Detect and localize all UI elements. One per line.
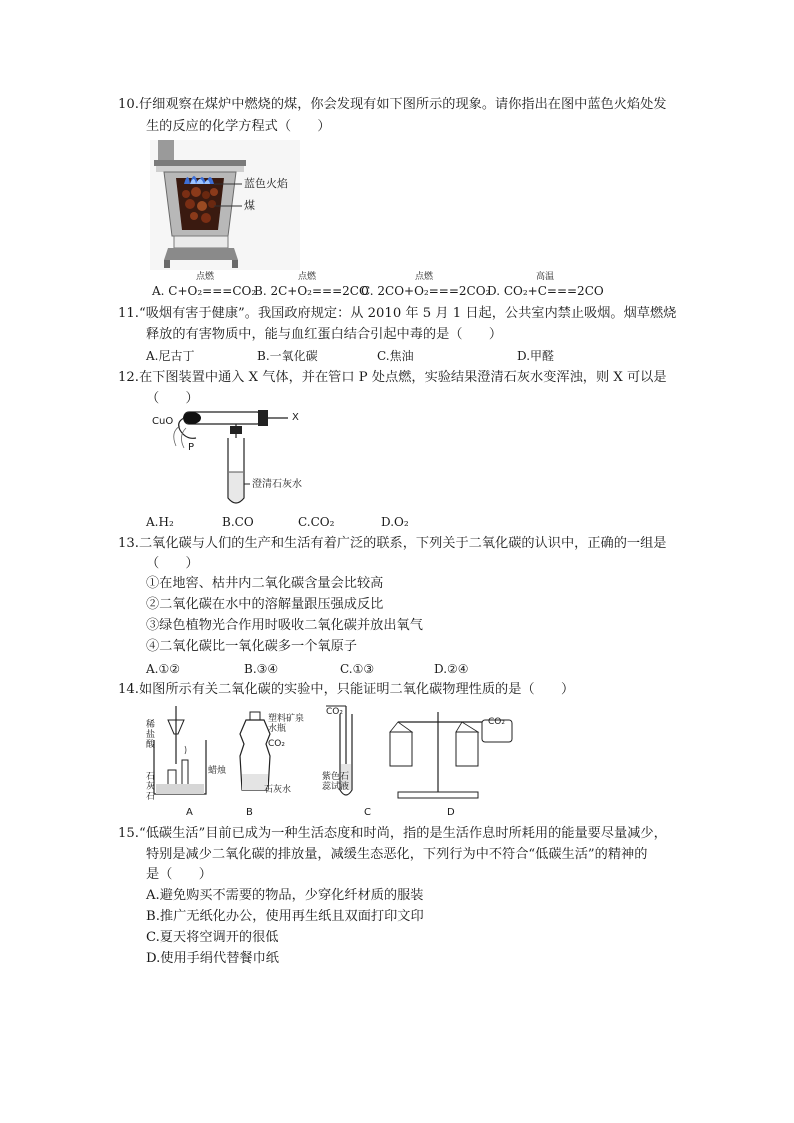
q10-line-1: 10.仔细观察在煤炉中燃烧的煤，你会发现有如下图所示的现象。请你指出在图中蓝色火焰处发 [118,97,667,112]
experiment-a [154,706,206,794]
q12-line-1: 12.在下图装置中通入 X 气体，并在管口 P 处点燃，实验结果澄清石灰水变浑浊，则 X 可以是 [118,370,667,385]
q10-line-2: 生的反应的化学方程式（ ） [146,119,331,134]
label-a-candle: 蜡烛 [208,766,227,776]
label-p: P [188,442,195,453]
q10-condition-d: 高温 [536,272,555,282]
experiment-b [240,712,270,790]
label-x: X [292,412,299,423]
q13-item-2: ②二氧化碳在水中的溶解量跟压强成反比 [146,597,384,612]
label-b-lime: 石灰水 [264,785,292,795]
q10-option-a[interactable]: A. C+O₂===CO₂ [152,284,257,298]
label-a-stone: 石灰石 [146,772,156,802]
q10-condition-b: 点燃 [298,272,317,282]
caption-b: B [246,807,253,818]
q13-item-1: ①在地窖、枯井内二氧化碳含量会比较高 [146,576,384,591]
q12-option-b[interactable]: B.CO [222,515,254,529]
q11-option-d[interactable]: D.甲醛 [517,349,555,363]
label-c-litmus: 紫色石蕊试液 [322,772,350,792]
q10-option-d[interactable]: D. CO₂+C===2CO [487,284,604,298]
q13-line-1: 13.二氧化碳与人们的生产和生活有着广泛的联系，下列关于二氧化碳的认识中，正确的一组是 [118,536,667,551]
q13-option-a[interactable]: A.①② [146,662,180,676]
co-reduction-apparatus [150,406,310,510]
q12-option-d[interactable]: D.O₂ [381,515,409,529]
label-cuo: CuO [152,416,174,427]
q10-option-c[interactable]: C. 2CO+O₂===2CO₂ [361,284,491,298]
label-coal: 煤 [244,199,255,212]
q12-option-c[interactable]: C.CO₂ [298,515,335,529]
q14-line-1: 14.如图所示有关二氧化碳的实验中，只能证明二氧化碳物理性质的是（ ） [118,682,575,697]
q11-option-c[interactable]: C.焦油 [377,349,414,363]
q13-option-c[interactable]: C.①③ [340,662,375,676]
q12-option-a[interactable]: A.H₂ [146,515,174,529]
q15-option-d[interactable]: D.使用手绢代替餐巾纸 [146,951,279,966]
caption-d: D [447,807,455,818]
q15-option-c[interactable]: C.夏天将空调开的很低 [146,930,279,945]
q15-line-3: 是（ ） [146,867,212,882]
label-limewater: 澄清石灰水 [252,479,302,490]
q13-option-d[interactable]: D.②④ [434,662,469,676]
q11-line-2: 释放的有害物质中，能与血红蛋白结合引起中毒的是（ ） [146,327,503,342]
q10-condition-c: 点燃 [415,272,434,282]
coal-stove-figure [150,140,300,270]
label-c-co2: CO₂ [326,707,343,717]
q11-line-1: 11.“吸烟有害于健康”。我国政府规定：从 2010 年 5 月 1 日起，公共室内禁止吸烟。烟草燃烧 [118,306,677,321]
q12-line-2: （ ） [146,391,199,406]
q15-option-a[interactable]: A.避免购买不需要的物品，少穿化纤材质的服装 [146,888,424,903]
q10-condition-a: 点燃 [196,272,215,282]
q15-line-1: 15.“低碳生活”目前已成为一种生活态度和时尚，指的是生活作息时所耗用的能量要尽量减少， [118,826,667,841]
q13-line-2: （ ） [146,556,199,571]
q13-option-b[interactable]: B.③④ [244,662,279,676]
label-a-acid: 稀盐酸 [146,720,156,750]
q15-option-b[interactable]: B.推广无纸化办公，使用再生纸且双面打印文印 [146,909,424,924]
caption-c: C [364,807,371,818]
q15-line-2: 特别是减少二氧化碳的排放量，减缓生态恶化，下列行为中不符合“低碳生活”的精神的 [146,847,648,862]
caption-a: A [186,807,193,818]
q10-option-b[interactable]: B. 2C+O₂===2CO [254,284,369,298]
q13-item-4: ④二氧化碳比一氧化碳多一个氧原子 [146,639,357,654]
q13-item-3: ③绿色植物光合作用时吸收二氧化碳并放出氧气 [146,618,423,633]
label-d-co2: CO₂ [488,717,505,727]
label-b-co2: CO₂ [268,739,285,749]
q11-option-a[interactable]: A.尼古丁 [146,349,195,363]
label-b-bottle: 塑料矿泉水瓶 [268,714,305,734]
q11-option-b[interactable]: B.一氧化碳 [257,349,318,363]
label-blue-flame: 蓝色火焰 [244,177,288,190]
